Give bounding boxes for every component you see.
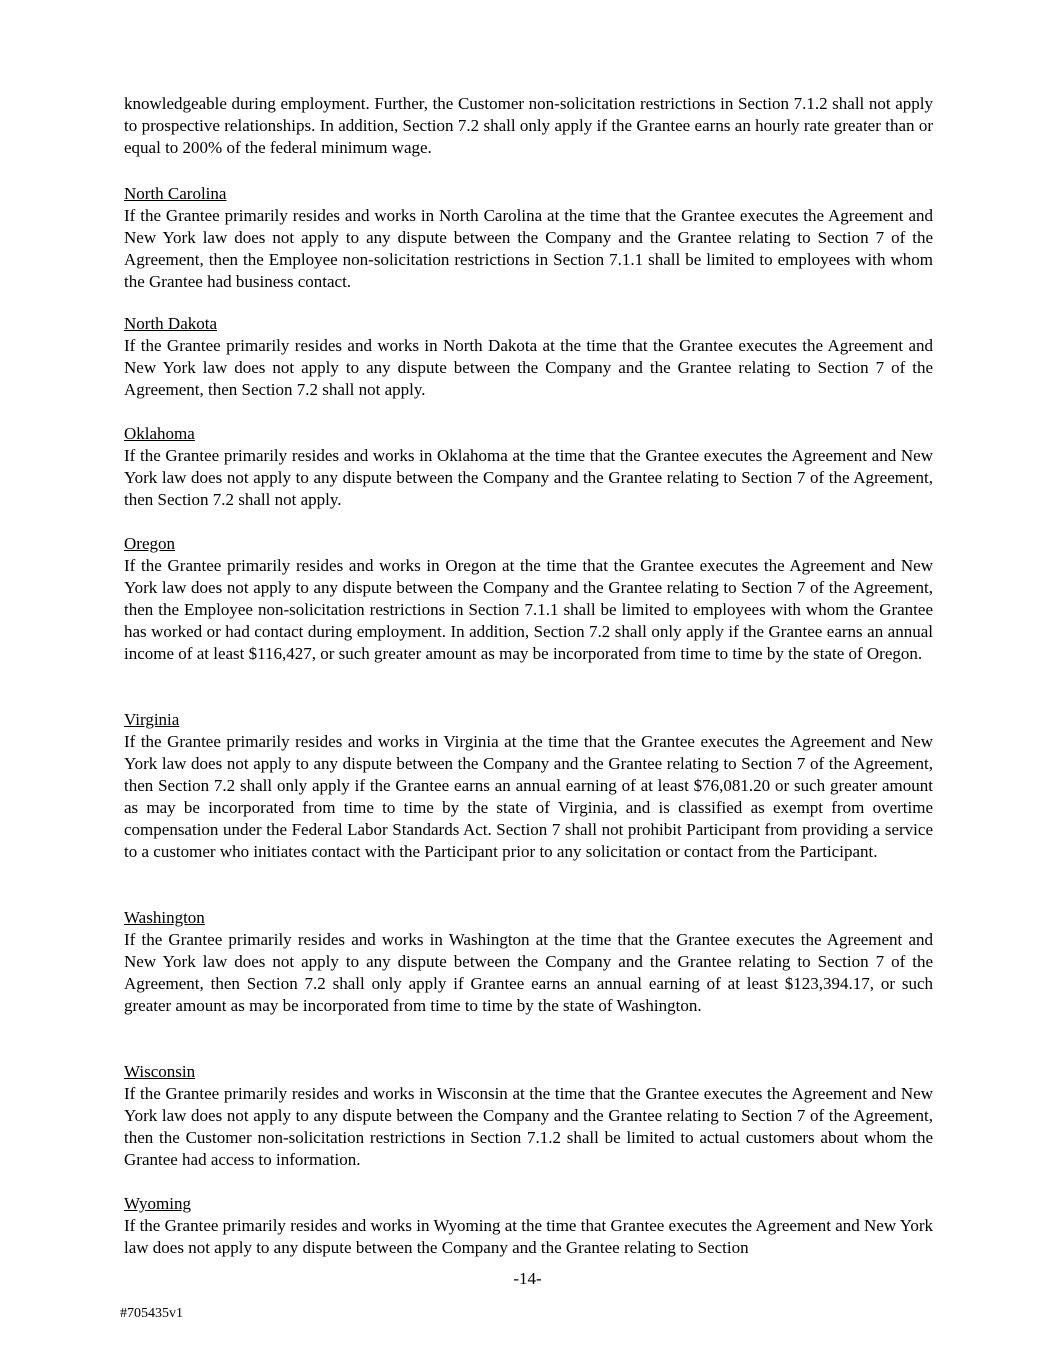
continuation-paragraph: knowledgeable during employment. Further, the Customer non-solicitation restrictions in Section 7.1.2 shall not apply to prospective relationships. In addition, Section 7.2 shall only apply if the Grantee earns an hourly rate greater than or equal to 200% of the federal minimum wage. [124,94,933,157]
section-washington [124,907,933,1017]
section-heading: Virginia [124,710,180,729]
page-number: -14- [513,1269,542,1288]
section-body: If the Grantee primarily resides and works in North Dakota at the time that the Grantee executes the Agreement and New York law does not apply to any dispute between the Company and the Grantee relating to Section 7 of the Agreement, then Section 7.2 shall not apply. [124,336,933,399]
section-north-carolina [124,183,933,293]
section-wisconsin [124,1061,933,1171]
section-body: If the Grantee primarily resides and works in Washington at the time that the Grantee executes the Agreement and New York law does not apply to any dispute between the Company and the Grantee relating to Section 7 of the Agreement, then Section 7.2 shall only apply if Grantee earns an annual earning of at least $123,394.17, or such greater amount as may be incorporated from time to time by the state of Washington. [124,930,933,1015]
section-body: If the Grantee primarily resides and works in Wisconsin at the time that the Grantee executes the Agreement and New York law does not apply to any dispute between the Company and the Grantee relating to Section 7 of the Agreement, then the Customer non-solicitation restrictions in Section 7.1.2 shall be limited to actual customers about whom the Grantee had access to information. [124,1084,933,1169]
section-heading: Wisconsin [124,1062,196,1081]
section-body: If the Grantee primarily resides and works in Oklahoma at the time that the Grantee executes the Agreement and New York law does not apply to any dispute between the Company and the Grantee relating to Section 7 of the Agreement, then Section 7.2 shall not apply. [124,446,933,509]
section-heading: Washington [124,908,205,927]
section-wyoming [124,1193,933,1259]
section-body: If the Grantee primarily resides and works in North Carolina at the time that the Grantee executes the Agreement and New York law does not apply to any dispute between the Company and the Grantee relating to Section 7 of the Agreement, then the Employee non-solicitation restrictions in Section 7.1.1 shall be limited to employees with whom the Grantee had business contact. [124,206,933,291]
section-body: If the Grantee primarily resides and works in Oregon at the time that the Grantee executes the Agreement and New York law does not apply to any dispute between the Company and the Grantee relating to Section 7 of the Agreement, then the Employee non-solicitation restrictions in Section 7.1.1 shall be limited to employees with whom the Grantee has worked or had contact during employment. In addition, Section 7.2 shall only apply if the Grantee earns an annual income of at least $116,427, or such greater amount as may be incorporated from time to time by the state of Oregon. [124,556,933,663]
section-heading: North Dakota [124,314,218,333]
section-heading: North Carolina [124,184,227,203]
section-continuation [124,93,933,159]
section-oklahoma [124,423,933,511]
section-heading: Oregon [124,534,175,553]
section-body: If the Grantee primarily resides and works in Wyoming at the time that Grantee executes the Agreement and New York law does not apply to any dispute between the Company and the Grantee relating to Section [124,1216,933,1257]
section-virginia [124,709,933,863]
document-id-footer: #705435v1 [120,1306,183,1321]
section-north-dakota [124,313,933,401]
section-heading: Wyoming [124,1194,191,1213]
section-oregon [124,533,933,665]
section-heading: Oklahoma [124,424,195,443]
section-body: If the Grantee primarily resides and works in Virginia at the time that the Grantee executes the Agreement and New York law does not apply to any dispute between the Company and the Grantee relating to Section 7 of the Agreement, then Section 7.2 shall only apply if the Grantee earns an annual earning of at least $76,081.20 or such greater amount as may be incorporated from time to time by the state of Virginia, and is classified as exempt from overtime compensation under the Federal Labor Standards Act. Section 7 shall not prohibit Participant from providing a service to a customer who initiates contact with the Participant prior to any solicitation or contact from the Participant. [124,732,933,861]
